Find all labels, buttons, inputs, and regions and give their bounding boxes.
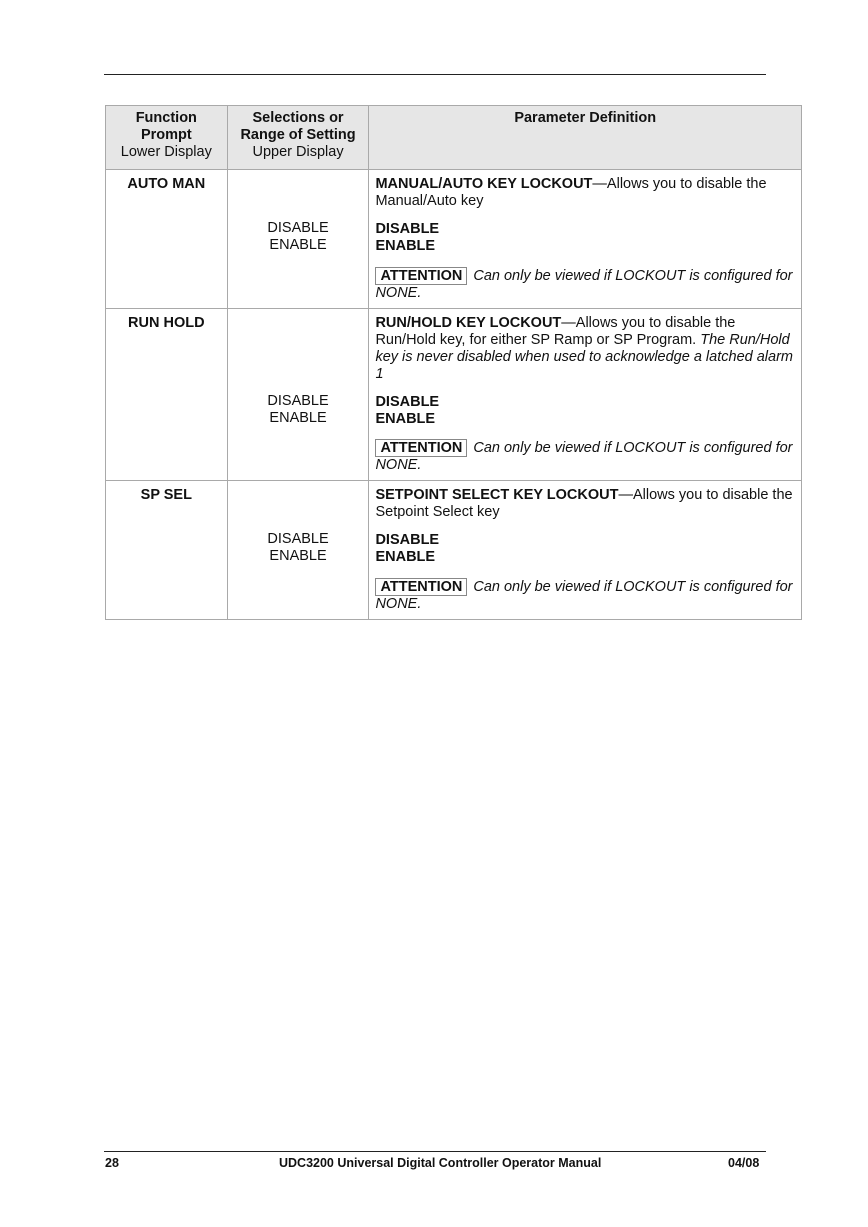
function-prompt: RUN HOLD — [106, 309, 228, 481]
option-label: ENABLE — [375, 411, 436, 427]
definition-text — [375, 315, 793, 383]
selection-option: DISABLE — [267, 220, 329, 236]
definition-title: RUN/HOLD KEY LOCKOUT — [375, 315, 562, 331]
selection-option: ENABLE — [269, 410, 327, 426]
header-subtext: Upper Display — [252, 144, 344, 160]
parameter-definition — [369, 309, 802, 481]
footer-title: UDC3200 Universal Digital Controller Operator Manual — [279, 1156, 602, 1170]
top-rule — [104, 74, 766, 75]
header-text: Parameter Definition — [514, 110, 657, 126]
attention-text: Can only be viewed if LOCKOUT is configured for NONE. — [375, 268, 793, 301]
page-number: 28 — [105, 1156, 119, 1170]
selections-cell — [227, 481, 369, 620]
selection-option: ENABLE — [269, 237, 327, 253]
footer-date: 04/08 — [728, 1156, 760, 1170]
function-prompt: SP SEL — [106, 481, 228, 620]
definition-options — [375, 394, 793, 428]
footer-rule — [104, 1151, 766, 1152]
definition-text — [375, 176, 793, 210]
parameter-definition — [369, 170, 802, 309]
definition-desc: —Allows you to disable the Setpoint Select key — [375, 487, 793, 520]
header-function-prompt — [106, 106, 228, 170]
header-text: Selections or — [252, 110, 344, 126]
header-text: Range of Setting — [240, 127, 356, 143]
selection-option: ENABLE — [269, 548, 327, 564]
option-label: DISABLE — [375, 394, 440, 410]
option-label: ENABLE — [375, 549, 436, 565]
option-label: ENABLE — [375, 238, 436, 254]
selections-cell — [227, 309, 369, 481]
definition-options — [375, 532, 793, 566]
attention-note — [375, 578, 793, 613]
header-selections — [227, 106, 369, 170]
definition-options — [375, 221, 793, 255]
attention-text: Can only be viewed if LOCKOUT is configured for NONE. — [375, 579, 793, 612]
table-row — [106, 309, 802, 481]
header-text: Function — [135, 110, 197, 126]
selections-cell — [227, 170, 369, 309]
selection-option: DISABLE — [267, 393, 329, 409]
header-parameter-definition — [369, 106, 802, 170]
parameter-definition — [369, 481, 802, 620]
table-row — [106, 170, 802, 309]
attention-note — [375, 267, 793, 302]
definition-text — [375, 487, 793, 521]
definition-title: MANUAL/AUTO KEY LOCKOUT — [375, 176, 593, 192]
attention-text: Can only be viewed if LOCKOUT is configured for NONE. — [375, 440, 793, 473]
attention-note — [375, 439, 793, 474]
header-subtext: Lower Display — [120, 144, 212, 160]
parameter-table — [105, 105, 802, 620]
attention-badge: ATTENTION — [375, 267, 467, 285]
option-label: DISABLE — [375, 532, 440, 548]
definition-desc: —Allows you to disable the Manual/Auto key — [375, 176, 767, 209]
definition-title: SETPOINT SELECT KEY LOCKOUT — [375, 487, 619, 503]
definition-desc: —Allows you to disable the Run/Hold key, for either SP Ramp or SP Program. — [375, 315, 736, 348]
attention-badge: ATTENTION — [375, 578, 467, 596]
option-label: DISABLE — [375, 221, 440, 237]
definition-note: The Run/Hold key is never disabled when used to acknowledge a latched alarm 1 — [375, 332, 793, 382]
selection-option: DISABLE — [267, 531, 329, 547]
table-header-row — [106, 106, 802, 170]
function-prompt: AUTO MAN — [106, 170, 228, 309]
attention-badge: ATTENTION — [375, 439, 467, 457]
header-text: Prompt — [140, 127, 192, 143]
table-row — [106, 481, 802, 620]
